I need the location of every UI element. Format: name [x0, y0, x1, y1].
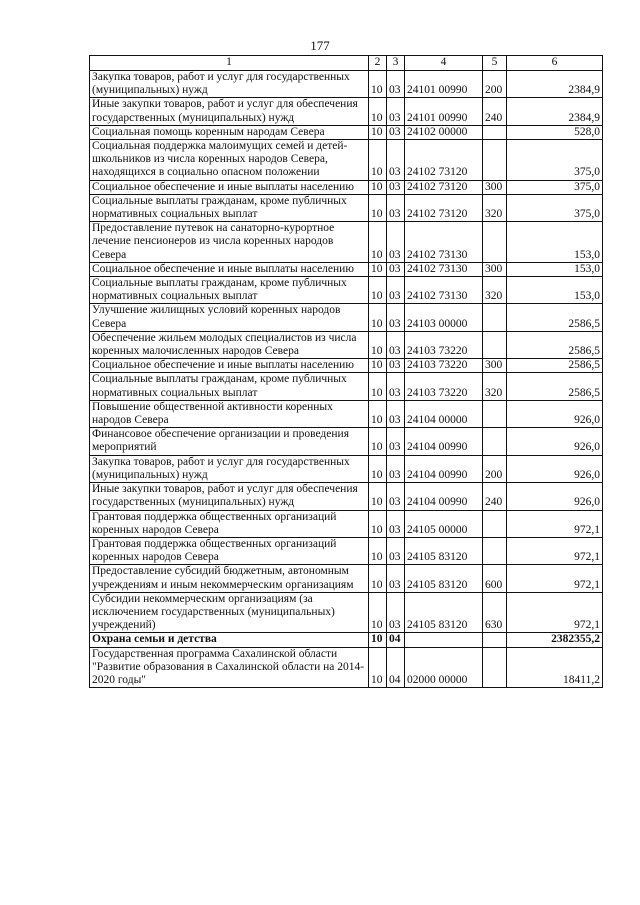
- row-name-cell: Социальная помощь коренным народам Севера: [90, 125, 369, 139]
- row-name-cell: Социальное обеспечение и иные выплаты населению: [90, 180, 369, 194]
- table-row: [90, 180, 603, 194]
- row-section-cell: 10: [369, 592, 387, 633]
- row-expense-type-cell: 600: [483, 565, 507, 592]
- row-name-cell: Субсидии некоммерческим организациям (за исключением государственных (муниципальных) учреждений): [90, 592, 369, 633]
- table-row: [90, 277, 603, 304]
- header-row: [90, 56, 603, 71]
- row-target-code-cell: 24101 00990: [405, 71, 483, 98]
- row-section-cell: 10: [369, 71, 387, 98]
- row-section-cell: 10: [369, 180, 387, 194]
- table-row: [90, 592, 603, 633]
- row-section-cell: 10: [369, 537, 387, 564]
- row-target-code-cell: 24103 73220: [405, 359, 483, 373]
- row-target-code-cell: 02000 00000: [405, 647, 483, 688]
- table-row: [90, 222, 603, 263]
- table-row: [90, 125, 603, 139]
- row-target-code-cell: 24102 73130: [405, 262, 483, 276]
- row-expense-type-cell: [483, 633, 507, 647]
- row-subsection-cell: 03: [387, 98, 405, 125]
- row-target-code-cell: 24104 00000: [405, 400, 483, 427]
- row-expense-type-cell: [483, 140, 507, 181]
- row-name-cell: Обеспечение жильем молодых специалистов из числа коренных малочисленных народов Севера: [90, 331, 369, 358]
- header-cell-subsection: 3: [387, 56, 405, 71]
- row-amount-cell: 2382355,2: [507, 633, 603, 647]
- row-subsection-cell: 03: [387, 194, 405, 221]
- row-amount-cell: 153,0: [507, 277, 603, 304]
- row-name-cell: Предоставление путевок на санаторно-курортное лечение пенсионеров из числа коренных народов Севера: [90, 222, 369, 263]
- table-row: [90, 373, 603, 400]
- row-expense-type-cell: [483, 400, 507, 427]
- row-expense-type-cell: [483, 510, 507, 537]
- row-target-code-cell: 24101 00990: [405, 98, 483, 125]
- row-section-cell: 10: [369, 194, 387, 221]
- row-subsection-cell: 03: [387, 331, 405, 358]
- row-subsection-cell: 03: [387, 222, 405, 263]
- budget-table: [89, 55, 603, 688]
- row-subsection-cell: 03: [387, 71, 405, 98]
- row-expense-type-cell: [483, 647, 507, 688]
- row-expense-type-cell: 630: [483, 592, 507, 633]
- row-subsection-cell: 03: [387, 483, 405, 510]
- row-expense-type-cell: 320: [483, 194, 507, 221]
- row-amount-cell: 2384,9: [507, 71, 603, 98]
- table-row: [90, 537, 603, 564]
- row-section-cell: 10: [369, 359, 387, 373]
- row-name-cell: Иные закупки товаров, работ и услуг для обеспечения государственных (муниципальных) нужд: [90, 98, 369, 125]
- row-amount-cell: 972,1: [507, 537, 603, 564]
- row-subsection-cell: 03: [387, 180, 405, 194]
- row-expense-type-cell: [483, 222, 507, 263]
- row-target-code-cell: 24102 73120: [405, 140, 483, 181]
- row-target-code-cell: 24105 83120: [405, 592, 483, 633]
- row-amount-cell: 375,0: [507, 180, 603, 194]
- row-amount-cell: 2586,5: [507, 359, 603, 373]
- row-amount-cell: 2586,5: [507, 331, 603, 358]
- row-subsection-cell: 03: [387, 428, 405, 455]
- row-name-cell: Государственная программа Сахалинской области "Развитие образования в Сахалинской области на 2014-2020 годы": [90, 647, 369, 688]
- row-section-cell: 10: [369, 222, 387, 263]
- row-amount-cell: 926,0: [507, 428, 603, 455]
- row-subsection-cell: 03: [387, 592, 405, 633]
- row-target-code-cell: 24102 73130: [405, 277, 483, 304]
- row-expense-type-cell: 300: [483, 262, 507, 276]
- row-target-code-cell: 24105 00000: [405, 510, 483, 537]
- row-subsection-cell: 03: [387, 125, 405, 139]
- row-subsection-cell: 03: [387, 565, 405, 592]
- row-section-cell: 10: [369, 400, 387, 427]
- row-amount-cell: 153,0: [507, 262, 603, 276]
- row-target-code-cell: 24103 73220: [405, 331, 483, 358]
- row-section-cell: 10: [369, 304, 387, 331]
- row-subsection-cell: 03: [387, 455, 405, 482]
- row-amount-cell: 153,0: [507, 222, 603, 263]
- row-expense-type-cell: 200: [483, 455, 507, 482]
- row-expense-type-cell: [483, 125, 507, 139]
- row-name-cell: Закупка товаров, работ и услуг для государственных (муниципальных) нужд: [90, 455, 369, 482]
- row-subsection-cell: 03: [387, 277, 405, 304]
- header-cell-name: 1: [90, 56, 369, 71]
- header-cell-amount: 6: [507, 56, 603, 71]
- table-row: [90, 428, 603, 455]
- table-row: [90, 304, 603, 331]
- row-expense-type-cell: [483, 537, 507, 564]
- header-cell-section: 2: [369, 56, 387, 71]
- table-row: [90, 71, 603, 98]
- row-expense-type-cell: [483, 331, 507, 358]
- row-amount-cell: 528,0: [507, 125, 603, 139]
- row-name-cell: Социальные выплаты гражданам, кроме публичных нормативных социальных выплат: [90, 194, 369, 221]
- table-row: [90, 140, 603, 181]
- row-expense-type-cell: 240: [483, 98, 507, 125]
- row-subsection-cell: 03: [387, 373, 405, 400]
- row-amount-cell: 2586,5: [507, 373, 603, 400]
- row-section-cell: 10: [369, 125, 387, 139]
- table-row: [90, 331, 603, 358]
- row-section-cell: 10: [369, 483, 387, 510]
- row-name-cell: Социальное обеспечение и иные выплаты населению: [90, 262, 369, 276]
- row-section-cell: 10: [369, 98, 387, 125]
- table-row: [90, 565, 603, 592]
- table-row: [90, 647, 603, 688]
- row-section-cell: 10: [369, 262, 387, 276]
- row-subsection-cell: 04: [387, 633, 405, 647]
- header-cell-expense-type: 5: [483, 56, 507, 71]
- row-section-cell: 10: [369, 565, 387, 592]
- row-expense-type-cell: 320: [483, 373, 507, 400]
- row-target-code-cell: 24104 00990: [405, 483, 483, 510]
- row-amount-cell: 926,0: [507, 483, 603, 510]
- row-expense-type-cell: [483, 304, 507, 331]
- row-name-cell: Социальная поддержка малоимущих семей и детей-школьников из числа коренных народов Севера, находящихся в социально опасном положении: [90, 140, 369, 181]
- row-name-cell: Улучшение жилищных условий коренных народов Севера: [90, 304, 369, 331]
- row-subsection-cell: 03: [387, 359, 405, 373]
- row-expense-type-cell: [483, 428, 507, 455]
- row-expense-type-cell: 300: [483, 359, 507, 373]
- table-row: [90, 455, 603, 482]
- row-amount-cell: 926,0: [507, 400, 603, 427]
- row-amount-cell: 972,1: [507, 510, 603, 537]
- row-amount-cell: 2384,9: [507, 98, 603, 125]
- row-amount-cell: 972,1: [507, 592, 603, 633]
- page-number: 177: [310, 38, 330, 53]
- row-amount-cell: 926,0: [507, 455, 603, 482]
- table-row: [90, 98, 603, 125]
- table-row: [90, 633, 603, 647]
- row-target-code-cell: [405, 633, 483, 647]
- row-target-code-cell: 24103 00000: [405, 304, 483, 331]
- row-name-cell: Повышение общественной активности коренных народов Севера: [90, 400, 369, 427]
- row-target-code-cell: 24104 00990: [405, 428, 483, 455]
- row-target-code-cell: 24104 00990: [405, 455, 483, 482]
- row-name-cell: Закупка товаров, работ и услуг для государственных (муниципальных) нужд: [90, 71, 369, 98]
- row-name-cell: Предоставление субсидий бюджетным, автономным учреждениям и иным некоммерческим организациям: [90, 565, 369, 592]
- row-subsection-cell: 03: [387, 510, 405, 537]
- table-row: [90, 483, 603, 510]
- table-body: [90, 71, 603, 688]
- table-row: [90, 194, 603, 221]
- row-target-code-cell: 24102 73120: [405, 194, 483, 221]
- row-name-cell: Финансовое обеспечение организации и проведения мероприятий: [90, 428, 369, 455]
- row-name-cell: Охрана семьи и детства: [90, 633, 369, 647]
- row-target-code-cell: 24105 83120: [405, 537, 483, 564]
- row-section-cell: 10: [369, 510, 387, 537]
- row-section-cell: 10: [369, 331, 387, 358]
- row-amount-cell: 18411,2: [507, 647, 603, 688]
- row-subsection-cell: 03: [387, 262, 405, 276]
- table-row: [90, 359, 603, 373]
- row-amount-cell: 375,0: [507, 194, 603, 221]
- row-name-cell: Социальные выплаты гражданам, кроме публичных нормативных социальных выплат: [90, 373, 369, 400]
- row-target-code-cell: 24102 73120: [405, 180, 483, 194]
- row-subsection-cell: 03: [387, 140, 405, 181]
- row-section-cell: 10: [369, 373, 387, 400]
- row-target-code-cell: 24105 83120: [405, 565, 483, 592]
- row-expense-type-cell: 300: [483, 180, 507, 194]
- row-expense-type-cell: 320: [483, 277, 507, 304]
- row-subsection-cell: 03: [387, 537, 405, 564]
- row-name-cell: Социальные выплаты гражданам, кроме публичных нормативных социальных выплат: [90, 277, 369, 304]
- row-subsection-cell: 03: [387, 400, 405, 427]
- row-name-cell: Грантовая поддержка общественных организаций коренных народов Севера: [90, 510, 369, 537]
- row-subsection-cell: 03: [387, 304, 405, 331]
- row-section-cell: 10: [369, 647, 387, 688]
- row-expense-type-cell: 200: [483, 71, 507, 98]
- row-amount-cell: 972,1: [507, 565, 603, 592]
- row-section-cell: 10: [369, 633, 387, 647]
- row-section-cell: 10: [369, 428, 387, 455]
- row-amount-cell: 2586,5: [507, 304, 603, 331]
- row-name-cell: Социальное обеспечение и иные выплаты населению: [90, 359, 369, 373]
- row-target-code-cell: 24102 00000: [405, 125, 483, 139]
- row-section-cell: 10: [369, 455, 387, 482]
- row-expense-type-cell: 240: [483, 483, 507, 510]
- row-target-code-cell: 24102 73130: [405, 222, 483, 263]
- table-row: [90, 510, 603, 537]
- row-section-cell: 10: [369, 140, 387, 181]
- row-subsection-cell: 04: [387, 647, 405, 688]
- header-cell-target-code: 4: [405, 56, 483, 71]
- table-row: [90, 400, 603, 427]
- table-row: [90, 262, 603, 276]
- row-target-code-cell: 24103 73220: [405, 373, 483, 400]
- row-amount-cell: 375,0: [507, 140, 603, 181]
- row-name-cell: Грантовая поддержка общественных организаций коренных народов Севера: [90, 537, 369, 564]
- row-name-cell: Иные закупки товаров, работ и услуг для обеспечения государственных (муниципальных) нужд: [90, 483, 369, 510]
- row-section-cell: 10: [369, 277, 387, 304]
